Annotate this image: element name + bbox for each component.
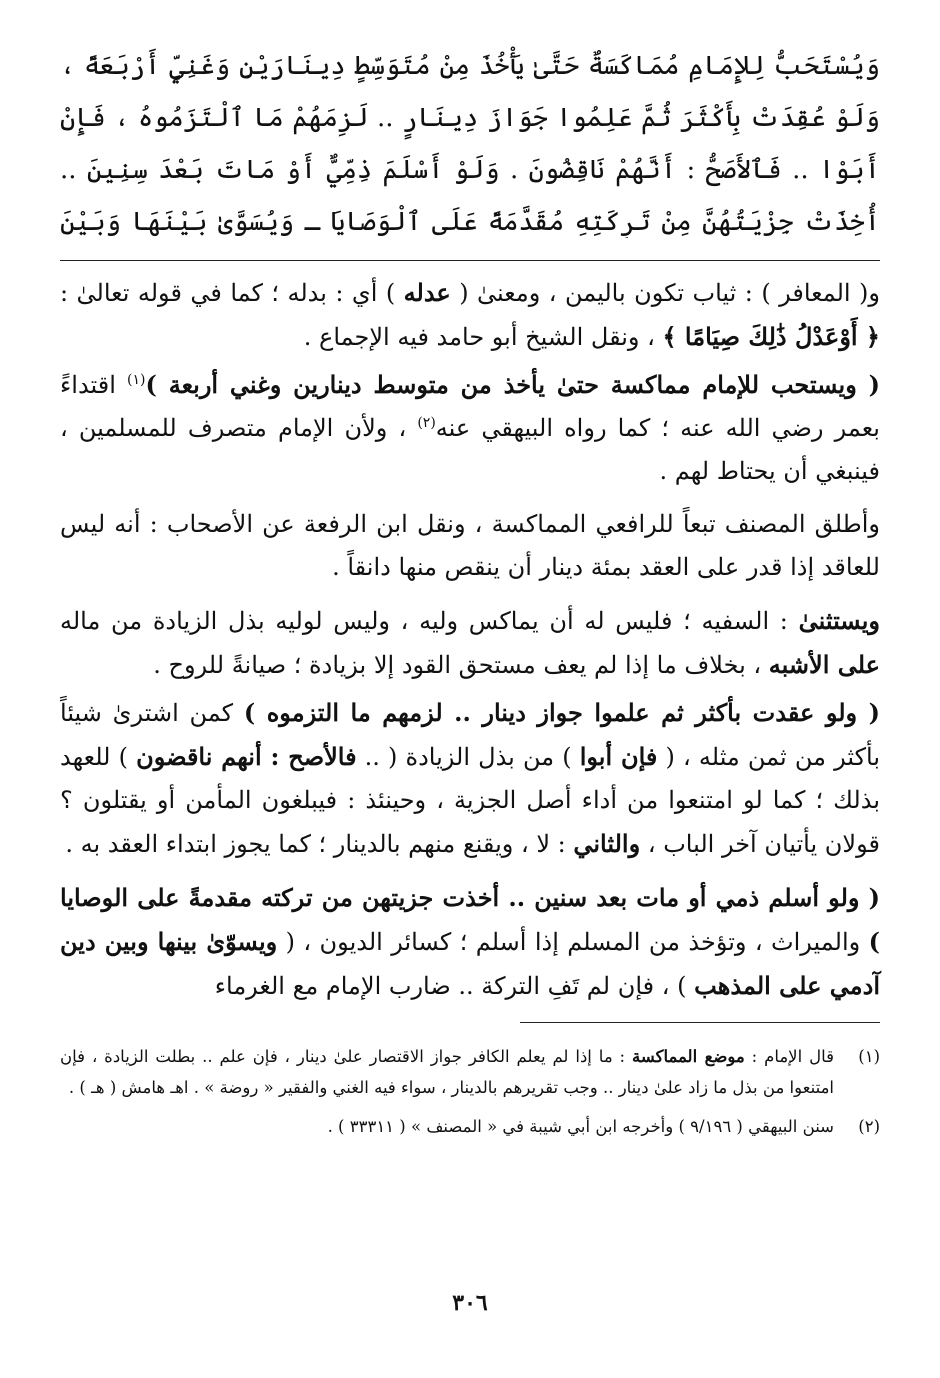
- p5-text-f: ) للعهد بذلك ؛ كما لو امتنعوا من أداء أصل الجزية ، وحينئذ : فيبلغون المأمن أو يقتلون ؟ قولان يأتيان آخر الباب ،: [60, 743, 880, 858]
- p4-text-b: : السفيه ؛ فليس له أن يماكس وليه ، وليس لوليه بذل الزيادة من ماله: [60, 607, 799, 635]
- fn1-text-a: قال الإمام :: [744, 1047, 834, 1066]
- footnote-1-number: (١): [858, 1047, 880, 1066]
- footnote-2: [60, 1111, 880, 1142]
- fn1-text-c: : ما إذا لم يعلم الكافر جواز الاقتصار علىٰ دينار ، فإن علم .. بطلت الزيادة ، فإن امتنعوا من بذل ما زاد علىٰ دينار .. وجب تقريرهم بالدينار ، سواء فيه الغني والفقير « روضة » . اهـ هامش ( هـ ) .: [60, 1047, 834, 1097]
- p2-matn-quote: ( ويستحب للإمام مماكسة حتىٰ يأخذ من متوسط دينارين وغني أربعة ): [145, 370, 881, 399]
- commentary: [60, 271, 880, 1008]
- p6-term-c: ويسوّىٰ بينها وبين دين آدمي على المذهب: [60, 927, 880, 1000]
- footnote-2-number: (٢): [858, 1117, 880, 1136]
- paragraph-3: وأطلق المصنف تبعاً للرافعي المماكسة ، ونقل ابن الرفعة عن الأصحاب : أنه ليس للعاقد إذا قدر على العقد بمئة دينار أن ينقص منها دانقاً .: [60, 510, 880, 581]
- p5-text-h: : لا ، ويقنع منهم بالدينار ؛ كما يجوز ابتداء العقد به .: [65, 830, 574, 858]
- fn1-term: موضع المماكسة: [632, 1047, 745, 1066]
- paragraph-2: [60, 363, 880, 493]
- p6-matn-quote: ( ولو أسلم ذمي أو مات بعد سنين .. أخذت جزيتهن من تركته مقدمةً على الوصايا ): [60, 883, 880, 956]
- p1-text-c: ) أي : بدله ؛ كما في قوله تعالىٰ :: [60, 279, 404, 307]
- p4-term-2: على الأشبه: [768, 650, 880, 679]
- quran-verse: ﴿ أَوْعَدْلُ ذَٰلِكَ صِيَامًا ﴾: [662, 322, 880, 351]
- footnote-ref-2[interactable]: (٢): [417, 415, 436, 431]
- p5-text-d: ) من بذل الزيادة ( ..: [356, 743, 580, 771]
- paragraph-1: [60, 271, 880, 359]
- footnote-1-text: [60, 1041, 834, 1103]
- p2-text-b: اقتداءً بعمر رضي الله عنه ؛ كما رواه البيهقي عنه: [60, 371, 880, 442]
- footnote-1: [60, 1041, 880, 1103]
- footnote-ref-1[interactable]: (١): [127, 372, 146, 388]
- p1-text-d: ، ونقل الشيخ أبو حامد فيه الإجماع .: [303, 323, 663, 351]
- paragraph-4: [60, 599, 880, 687]
- p5-term-c: فإن أبوا: [579, 742, 658, 771]
- main-divider: [60, 260, 880, 261]
- footnotes: [60, 1041, 880, 1142]
- p2-text-c: ، ولأن الإمام متصرف للمسلمين ، فينبغي أن يحتاط لهم .: [60, 414, 880, 485]
- p6-text-d: ) ، فإن لم تَفِ التركة .. ضارب الإمام مع الغرماء: [214, 972, 695, 1000]
- paragraph-5: [60, 691, 880, 866]
- p5-term-g: والثاني: [573, 829, 641, 858]
- matn-text: وَيُسْتَحَبُّ لِلإِمَامِ مُمَاكَسَةٌ حَتَّىٰ يَأْخُذَ مِنْ مُتَوَسِّطٍ دِينَارَيْنِ وَغَنِيٍّ أَرْبَعَةً ، وَلَوْ عُقِدَتْ بِأَكْثَرَ ثُمَّ عَلِمُوا جَوَازَ دِينَارٍ .. لَزِمَهُمْ مَا ٱلْتَزَمُوهُ ، فَإِنْ أَبَوْا .. فَٱلأَصَحُّ : أَنَّهُمْ نَاقِضُونَ . وَلَوْ أَسْلَمَ ذِمِّيٌّ أَوْ مَاتَ بَعْدَ سِنِينَ .. أُخِذَتْ جِزْيَتُهُنَّ مِنْ تَرِكَتِهِ مُقَدَّمَةً عَلَى ٱلْوَصَايَا ـ وَيُسَوَّىٰ بَيْنَهَا وَبَيْنَ: [60, 51, 880, 237]
- paragraph-6: [60, 876, 880, 1008]
- page-number: ٣٠٦: [452, 1290, 488, 1316]
- p4-text-d: ، بخلاف ما إذا لم يعف مستحق القود إلا بزيادة ؛ صيانةً للروح .: [153, 651, 769, 679]
- page-body: [60, 40, 880, 1150]
- p1-text-a: و( المعافر ) : ثياب تكون باليمن ، ومعنىٰ (: [450, 279, 880, 307]
- footnote-2-text: سنن البيهقي ( ٩/١٩٦ ) وأخرجه ابن أبي شيبة في « المصنف » ( ٣٣٣١١ ) .: [327, 1117, 834, 1136]
- p6-text-b: والميراث ، وتؤخذ من المسلم إذا أسلم ؛ كسائر الديون ، (: [277, 928, 869, 956]
- p4-term: ويستثنىٰ: [798, 606, 880, 635]
- p5-matn-quote: ( ولو عقدت بأكثر ثم علموا جواز دينار .. لزمهم ما التزموه ): [243, 698, 880, 727]
- p5-text-b: كمن اشترىٰ شيئاً بأكثر من ثمن مثله ، (: [60, 699, 881, 771]
- footnote-divider: [520, 1022, 880, 1023]
- p5-term-e: فالأصح : أنهم ناقضون: [136, 742, 357, 771]
- p1-term: عدله: [403, 278, 451, 307]
